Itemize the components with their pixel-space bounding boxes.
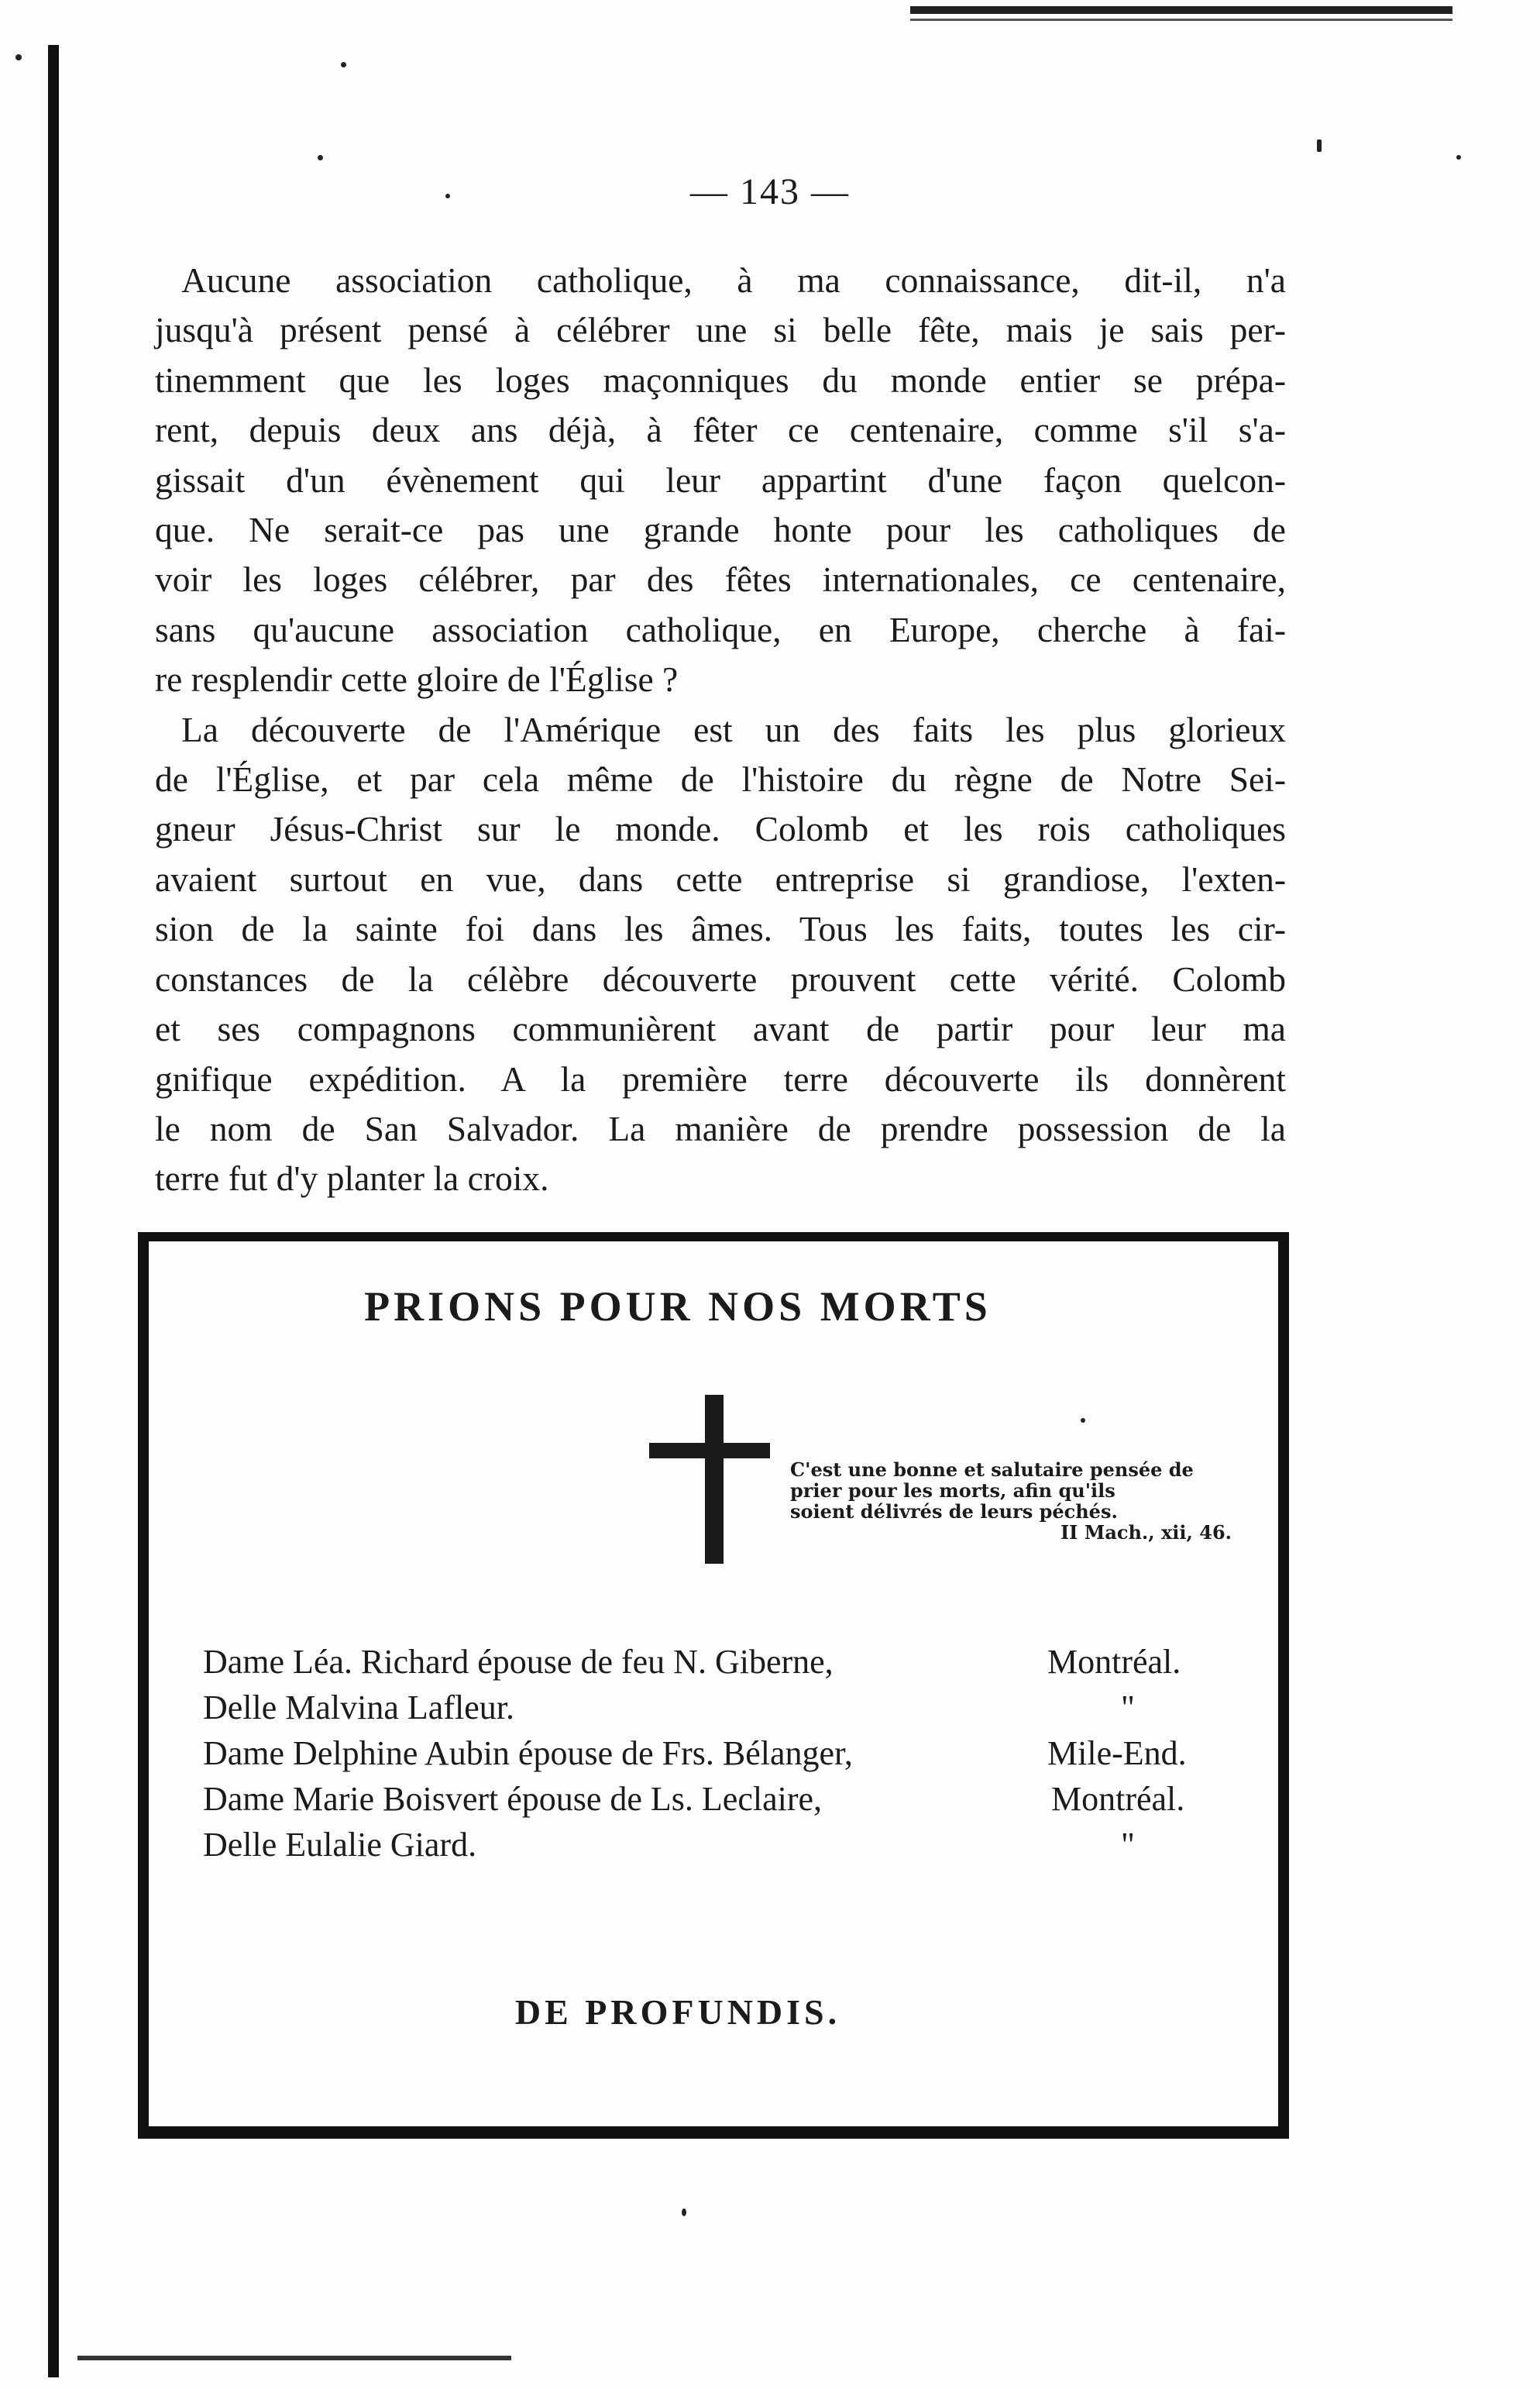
text-line: tinemment que les loges maçonniques du monde entier se prépa-	[155, 360, 1286, 400]
text-line: gissait d'un évènement qui leur appartint d'une façon quelcon-	[155, 460, 1286, 500]
scan-bottom-rule	[77, 2356, 511, 2360]
deceased-place: "	[1121, 1688, 1135, 1726]
scan-speck	[1456, 155, 1461, 160]
text-line: jusqu'à présent pensé à célébrer une si belle fête, mais je sais per-	[155, 310, 1286, 350]
cross-icon-arm	[649, 1443, 770, 1458]
paragraph-1	[155, 256, 1286, 705]
list-item	[203, 1776, 1287, 1822]
deceased-name: Delle Malvina Lafleur.	[203, 1688, 514, 1726]
quote-line: prier pour les morts, afin qu'ils	[790, 1479, 1115, 1502]
text-line: constances de la célèbre découverte prouvent cette vérité. Colomb	[155, 959, 1286, 999]
deceased-name: Dame Delphine Aubin épouse de Frs. Bélanger,	[203, 1734, 853, 1772]
scripture-quote	[790, 1459, 1263, 1543]
body-text	[155, 256, 1286, 1204]
deceased-list	[203, 1639, 1287, 1867]
text-line: avaient surtout en vue, dans cette entreprise si grandiose, l'exten-	[155, 859, 1286, 899]
paragraph-2	[155, 705, 1286, 1204]
deceased-name: Dame Marie Boisvert épouse de Ls. Leclaire,	[203, 1780, 823, 1818]
quote-line: C'est une bonne et salutaire pensée de	[790, 1458, 1194, 1481]
scan-speck	[341, 62, 346, 67]
obituary-title: PRIONS POUR NOS MORTS	[364, 1283, 992, 1330]
list-item	[203, 1685, 1287, 1730]
deceased-place: Montréal.	[1047, 1643, 1181, 1681]
page-number: — 143 —	[690, 171, 850, 212]
text-line: Aucune association catholique, à ma connaissance, dit-il, n'a	[181, 260, 1286, 300]
scan-speck	[682, 2208, 686, 2216]
list-item	[203, 1822, 1287, 1867]
text-line: le nom de San Salvador. La manière de prendre possession de la	[155, 1108, 1286, 1148]
deceased-place: Mile-End.	[1047, 1734, 1187, 1772]
deceased-place: "	[1121, 1826, 1135, 1864]
text-line: que. Ne serait-ce pas une grande honte pour les catholiques de	[155, 510, 1286, 550]
text-line: de l'Église, et par cela même de l'histoire du règne de Notre Sei-	[155, 759, 1286, 800]
text-line: et ses compagnons communièrent avant de partir pour leur ma	[155, 1009, 1286, 1049]
cross-icon	[705, 1395, 724, 1564]
quote-reference: II Mach., xii, 46.	[1060, 1521, 1232, 1544]
text-line: terre fut d'y planter la croix.	[155, 1158, 549, 1199]
text-line: gneur Jésus-Christ sur le monde. Colomb et les rois catholiques	[155, 809, 1286, 849]
text-line: rent, depuis deux ans déjà, à fêter ce centenaire, comme s'il s'a-	[155, 410, 1286, 450]
text-line: sion de la sainte foi dans les âmes. Tous les faits, toutes les cir-	[155, 909, 1286, 949]
closing-prayer: DE PROFUNDIS.	[514, 1992, 841, 2032]
scan-top-rule-thin	[910, 19, 1452, 21]
text-line: gnifique expédition. A la première terre découverte ils donnèrent	[155, 1059, 1286, 1099]
scan-speck	[15, 54, 22, 60]
scan-speck	[318, 155, 323, 160]
deceased-name: Dame Léa. Richard épouse de feu N. Giberne,	[203, 1643, 834, 1681]
text-line: sans qu'aucune association catholique, en Europe, cherche à fai-	[155, 609, 1286, 649]
text-line: voir les loges célébrer, par des fêtes internationales, ce centenaire,	[155, 559, 1286, 600]
scan-speck	[1317, 139, 1322, 152]
scan-top-rule	[910, 6, 1452, 14]
list-item	[203, 1730, 1287, 1776]
quote-line: soient délivrés de leurs péchés.	[790, 1500, 1118, 1523]
deceased-place: Montréal.	[1051, 1780, 1185, 1818]
deceased-name: Delle Eulalie Giard.	[203, 1826, 477, 1864]
list-item	[203, 1639, 1287, 1685]
text-line: La découverte de l'Amérique est un des faits les plus glorieux	[181, 709, 1286, 749]
text-line: re resplendir cette gloire de l'Église ?	[155, 659, 679, 700]
